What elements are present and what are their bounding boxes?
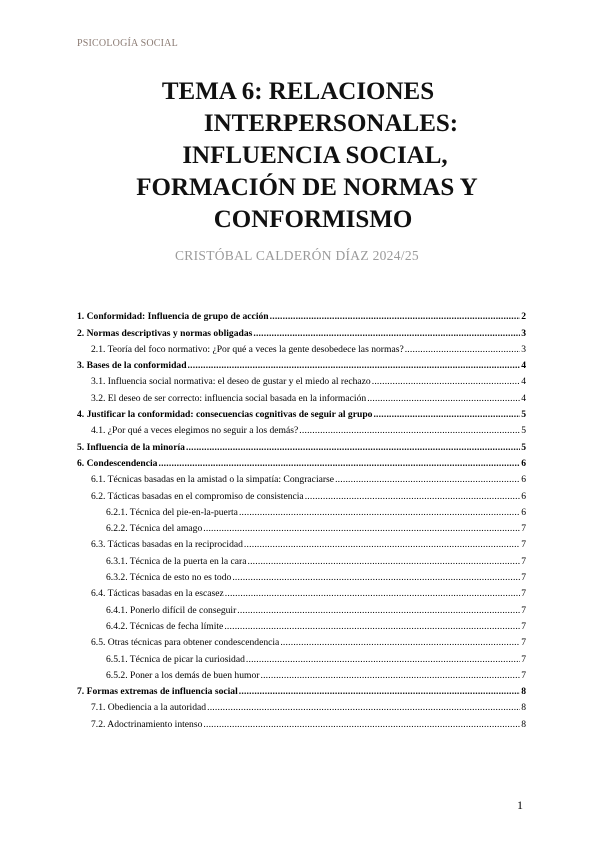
toc-entry-page: 6 xyxy=(521,490,526,502)
toc-entry[interactable] xyxy=(77,665,526,681)
toc-entry-title: 6.2. Tácticas basadas en el compromiso de consistencia xyxy=(91,490,304,502)
toc-entry-page: 5 xyxy=(521,441,526,453)
toc-entry[interactable] xyxy=(77,616,526,632)
toc-entry[interactable] xyxy=(77,355,526,371)
toc-entry[interactable] xyxy=(77,371,526,387)
toc-leader-dots xyxy=(247,556,520,567)
toc-entry-page: 4 xyxy=(521,376,526,388)
toc-entry-page: 7 xyxy=(521,572,526,584)
toc-leader-dots xyxy=(188,360,521,371)
toc-entry[interactable] xyxy=(77,469,526,485)
toc-entry-page: 3 xyxy=(521,327,526,339)
toc-entry-page: 4 xyxy=(521,392,526,404)
page-number: 1 xyxy=(517,798,523,812)
toc-entry-page: 7 xyxy=(521,637,526,649)
toc-leader-dots xyxy=(239,507,520,518)
title-line-1: TEMA 6: RELACIONES xyxy=(161,78,435,105)
toc-entry[interactable] xyxy=(77,518,526,534)
toc-entry-title: 6.4.2. Técnicas de fecha límite xyxy=(106,620,224,632)
toc-entry[interactable] xyxy=(77,453,526,469)
toc-leader-dots xyxy=(335,474,520,485)
toc-entry-title: 3. Bases de la conformidad xyxy=(77,360,187,372)
toc-entry[interactable] xyxy=(77,583,526,599)
toc-entry[interactable] xyxy=(77,306,526,322)
toc-leader-dots xyxy=(207,702,520,713)
toc-entry-title: 7.1. Obediencia a la autoridad xyxy=(91,702,207,714)
toc-entry[interactable] xyxy=(77,534,526,550)
toc-leader-dots xyxy=(237,605,520,616)
toc-entry-page: 4 xyxy=(521,360,526,372)
toc-entry-page: 7 xyxy=(521,523,526,535)
toc-leader-dots xyxy=(372,376,520,387)
toc-leader-dots xyxy=(373,409,520,420)
toc-leader-dots xyxy=(224,621,520,632)
toc-entry-title: 6.5. Otras técnicas para obtener condescendencia xyxy=(91,637,280,649)
toc-entry[interactable] xyxy=(77,436,526,452)
toc-leader-dots xyxy=(299,425,520,436)
toc-entry-page: 6 xyxy=(521,506,526,518)
toc-entry[interactable] xyxy=(77,502,526,518)
toc-entry[interactable] xyxy=(77,681,526,697)
toc-entry-page: 7 xyxy=(521,669,526,681)
toc-entry[interactable] xyxy=(77,632,526,648)
toc-entry-title: 6.3.2. Técnica de esto no es todo xyxy=(106,572,232,584)
toc-entry-title: 6.5.1. Técnica de picar la curiosidad xyxy=(106,653,245,665)
toc-entry-page: 5 xyxy=(521,409,526,421)
toc-entry[interactable] xyxy=(77,713,526,729)
toc-leader-dots xyxy=(305,491,521,502)
toc-leader-dots xyxy=(405,344,521,355)
toc-leader-dots xyxy=(367,393,520,404)
toc-leader-dots xyxy=(260,670,520,681)
toc-entry-title: 6.2.1. Técnica del pie-en-la-puerta xyxy=(106,506,238,518)
toc-entry[interactable] xyxy=(77,567,526,583)
toc-entry-title: 6.4. Tácticas basadas en la escasez xyxy=(91,588,224,600)
title-line-3: INFLUENCIA SOCIAL, xyxy=(182,142,448,169)
toc-entry[interactable] xyxy=(77,550,526,566)
toc-entry-page: 8 xyxy=(521,686,526,698)
toc-entry-title: 5. Influencia de la minoría xyxy=(77,441,185,453)
toc-entry-page: 6 xyxy=(521,474,526,486)
toc-entry-title: 7.2. Adoctrinamiento intenso xyxy=(91,718,203,730)
toc-entry-title: 7. Formas extremas de influencia social xyxy=(77,686,238,698)
toc-entry-title: 3.1. Influencia social normativa: el deseo de gustar y el miedo al rechazo xyxy=(91,376,371,388)
toc-entry-page: 6 xyxy=(521,457,526,469)
toc-entry-title: 4. Justificar la conformidad: consecuencias cognitivas de seguir al grupo xyxy=(77,409,373,421)
toc-entry-title: 6.3.1. Técnica de la puerta en la cara xyxy=(106,555,247,567)
toc-entry-page: 3 xyxy=(521,343,526,355)
toc-entry-title: 1. Conformidad: Influencia de grupo de acción xyxy=(77,311,269,323)
toc-entry-title: 6.4.1. Ponerlo difícil de conseguir xyxy=(106,604,237,616)
toc-entry-title: 2.1. Teoría del foco normativo: ¿Por qué a veces la gente desobedece las normas? xyxy=(91,343,404,355)
toc-leader-dots xyxy=(280,637,520,648)
toc-leader-dots xyxy=(232,572,520,583)
toc-leader-dots xyxy=(158,458,520,469)
toc-leader-dots xyxy=(186,442,520,453)
author-line: CRISTÓBAL CALDERÓN DÍAZ 2024/25 xyxy=(175,248,419,263)
toc-entry[interactable] xyxy=(77,485,526,501)
toc-entry[interactable] xyxy=(77,648,526,664)
title-line-2: INTERPERSONALES: xyxy=(203,110,459,137)
toc-entry[interactable] xyxy=(77,599,526,615)
toc-entry[interactable] xyxy=(77,697,526,713)
toc-entry-page: 7 xyxy=(521,620,526,632)
toc-entry[interactable] xyxy=(77,322,526,338)
toc-entry-page: 8 xyxy=(521,718,526,730)
toc-entry-page: 7 xyxy=(521,604,526,616)
toc-leader-dots xyxy=(203,523,520,534)
toc-leader-dots xyxy=(270,311,521,322)
toc-entry-title: 6.2.2. Técnica del amago xyxy=(106,523,203,535)
toc-entry-page: 8 xyxy=(521,702,526,714)
title-line-4: FORMACIÓN DE NORMAS Y xyxy=(136,174,478,201)
toc-entry-page: 2 xyxy=(521,311,526,323)
toc-entry-page: 7 xyxy=(521,555,526,567)
toc-entry-title: 6.3. Tácticas basadas en la reciprocidad xyxy=(91,539,243,551)
toc-leader-dots xyxy=(244,539,520,550)
document-title xyxy=(0,76,600,236)
table-of-contents xyxy=(77,306,526,730)
toc-entry-title: 2. Normas descriptivas y normas obligadas xyxy=(77,327,253,339)
toc-leader-dots xyxy=(253,328,520,339)
title-line-5: CONFORMISMO xyxy=(213,206,413,233)
toc-entry-title: 3.2. El deseo de ser correcto: influencia social basada en la información xyxy=(91,392,367,404)
toc-entry[interactable] xyxy=(77,387,526,403)
toc-entry-title: 6.5.2. Poner a los demás de buen humor xyxy=(106,669,260,681)
toc-leader-dots xyxy=(225,588,520,599)
toc-leader-dots xyxy=(203,719,520,730)
toc-entry-page: 7 xyxy=(521,653,526,665)
toc-entry-page: 5 xyxy=(521,425,526,437)
toc-entry-title: 6.1. Técnicas basadas en la amistad o la simpatía: Congraciarse xyxy=(91,474,335,486)
running-header: PSICOLOGÍA SOCIAL xyxy=(77,38,178,49)
toc-entry[interactable] xyxy=(77,404,526,420)
toc-entry-page: 7 xyxy=(521,588,526,600)
toc-entry-title: 6. Condescendencia xyxy=(77,457,158,469)
toc-leader-dots xyxy=(239,686,520,697)
toc-entry[interactable] xyxy=(77,420,526,436)
toc-entry[interactable] xyxy=(77,339,526,355)
toc-leader-dots xyxy=(246,654,520,665)
toc-entry-page: 7 xyxy=(521,539,526,551)
toc-entry-title: 4.1. ¿Por qué a veces elegimos no seguir a los demás? xyxy=(91,425,299,437)
